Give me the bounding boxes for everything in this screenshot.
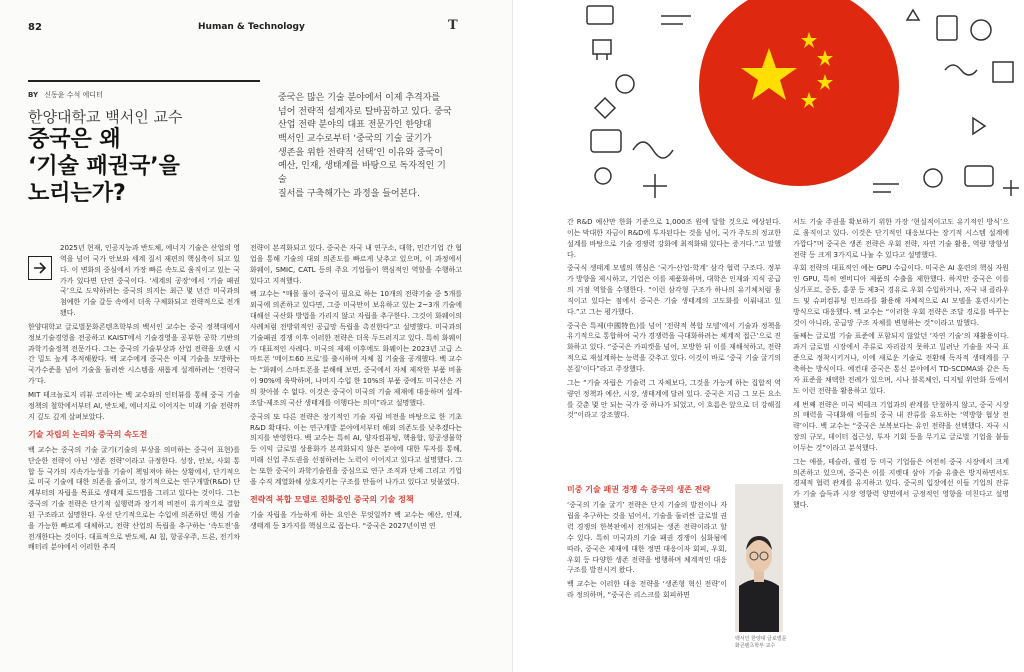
paragraph: 둘째는 글로벌 기술 표준에 포함되지 않았던 ‘자연 기술’의 재활용이다. 과거 글로벌 시장에서 주류로 자리잡지 못하고 밀려난 기술을 자국 표준으로 정착시키거나, 이에 새로운 기술로 전환해 독자적 생태계를 구축하는 방식이다. 예컨대 중국은 통신 분야에서 TD-SCDMA와 같은 독자 표준을 채택한 전례가 있으며, 시나 블록체인, 디지털 위안화 등에서도 이런 전략을 활용하고 있다.	[793, 332, 1009, 395]
standfirst-line: 생존을 위한 전략적 선택’인 이유와 중국이	[278, 147, 443, 158]
body-column-2	[250, 243, 462, 663]
paragraph: 백 교수는 이러한 대응 전략을 ‘생존형 혁신 전략’이라 정의하며, “중국은 리스크를 회피하면	[567, 580, 727, 600]
standfirst-line: 백서인 교수로부터 ‘중국의 기술 굴기가	[278, 134, 432, 145]
paragraph: ‘중국의 기술 굴기’ 전략은 단지 기술의 발전이나 자립을 추구하는 것을 넘어서, 기술을 둘러싼 글로벌 권력 경쟁의 한복판에서 전개되는 생존 전략이라고 할 수 있다. 특히 미국과의 기술 패권 경쟁이 심화됨에 따라, 중국은 제재에 대한 정면 대응이자 회피, 우회, 우회 등 다양한 생존 전략을 병행하며 체계적인 대응 구조를 발전시켜 왔다.	[567, 501, 727, 575]
standfirst-line: 넘어 전략적 설계자로 탈바꿈하고 있다. 중국	[278, 106, 452, 117]
paragraph: 중국은 특제(中國特色)를 넘어 ‘전략적 복합 모델’에서 기술과 정책을 유기적으로 통합하여 국가 경쟁력을 극대화하려는 체계적 접근’으로 진화하고 있다. “중국은 카피캣을 넘어, 모방한 뒤 이를 재해석하고, 전략적으로 재설계하는 능력을 갖추고 있다. 이것이 바로 ‘중국 기술 굴기의 본질’이다”라고 주장했다.	[567, 321, 781, 373]
subheading: 전략적 복합 모델로 진화중인 중국의 기술 정책	[250, 494, 414, 504]
headline-line: 중국은 왜	[28, 127, 121, 152]
paragraph: 전략이 본격화되고 있다. 중국은 자국 내 연구소, 대학, 민간기업 간 협업을 통해 기술의 대외 의존도를 빠르게 낮추고 있으며, 이 과정에서 화웨이, SMIC, CATL 등의 주요 기업들이 핵심적인 역할을 수행하고 있다고 지적했다.	[250, 244, 462, 285]
paragraph: 백 교수는 중국의 기술 굴기(기술의 부상을 의미하는 중국어 표현)를 단순한 전략이 아닌 ‘생존 전략’이라고 규정한다. 성장, 안보, 사회 통합 등 국가의 지속가능성을 기술이 책임져야 하는 상황에서, 단기적으로 미국 기술에 대한 의존을 줄이고, 장기적으로는 연구개발(R&D) 단계부터의 자립을 목표로 생태계 로드맵을 그리고 있다는 것이다. 그는 중국의 기술 전략은 단기적 실행력과 장기적 비전이 유기적으로 결합된 구조라고 설명한다. 우선 단기적으로는 수입에 의존하던 핵심 기술을 가능한 빠르게 대체하고, 전략 산업의 독립을 추구하는 ‘속도전’을 전개한다는 것이다. 대표적으로 반도체, AI 칩, 항공우주, 드론, 전기차 배터리 분야에서 이러한 추격	[28, 445, 240, 552]
standfirst-line: 중국은 많은 기술 분야에서 이제 추격자를	[278, 93, 441, 103]
section-title: Human & Technology	[198, 22, 305, 32]
body-column-1	[28, 243, 240, 663]
china-tech-illustration	[573, 0, 1024, 205]
body-column-3-lower	[567, 484, 727, 664]
body-column-4	[793, 217, 1009, 663]
byline-label: BY	[28, 91, 39, 99]
paragraph: 2025년 현재, 인공지능과 반도체, 에너지 기술은 산업의 영역을 넘어 국가 안보와 세계 질서 재편의 핵심축이 되고 있다. 이 변화의 중심에서 가장 빠른 속도로 움직이고 있는 국가가 있다면 단연 중국이다. ‘세계의 공장’에서 ‘기술 패권국’으로 도약하려는 중국의 의지는 최근 몇 년간 미국과의 첨예한 기술 갈등 속에서 더욱 구체화되고 전략적으로 전개됐다.	[60, 244, 240, 318]
paragraph: 기술 자립을 가능하게 하는 요인은 무엇일까? 백 교수는 예산, 인재, 생태계 등 3가지를 핵심으로 꼽는다. “중국은 2027년이면 연	[250, 510, 462, 530]
headline-line: 노리는가?	[28, 180, 126, 206]
magazine-logo: T	[448, 18, 458, 33]
portrait-photo	[735, 484, 783, 632]
paragraph: 중국의 또 다른 전략은 장기적인 기술 자립 비전을 바탕으로 한 기초 R&D 확대다. 이는 연구개발 분야에서부터 해외 의존도를 낮추겠다는 의지를 반영한다. 백 교수는 특히 AI, 양자컴퓨팅, 핵융합, 항공생물학 등 이익 글로벌 상용화가 본격화되지 않은 분야에 대한 투자를 통해, 미래 신업 주도권을 선점하려는 노력이 이어지고 있다고 설명했다. 그는 또한 중국이 과학기술원을 중심으로 연구 조직과 단체 그리고 기업을 수직 계열화해 상호지키는 구조를 만들어 나가고 있다고 덧붙였다.	[250, 412, 462, 486]
headline-line: ‘기술 패권국’을	[28, 153, 180, 179]
paragraph: 그는 애플, 테슬라, 퀄컴 등 미국 기업들은 여전히 중국 시장에서 크게 의존하고 있으며, 중국은 이를 지렛대 삼아 기술 유출은 방지하면서도 경제적 협력 관계를 유지하고 있다. 중국의 입장에선 이들 기업의 잔류가 기술 습득과 시장 영향력 양면에서 긍정적인 영향을 미친다고 설명했다.	[793, 457, 1009, 510]
standfirst-line: 산업 전략 분야의 대표 전문가인 한양대	[278, 120, 432, 131]
photo-caption: 백서인 한양대 글로벌문화콘텐츠학부 교수	[735, 636, 787, 649]
paragraph: 서도 기술 주권을 확보하기 위한 가장 ‘현실적이고도 유기적인 방식’으로 움직이고 있다. 이것은 단기적인 대응보다는 장기적 시스템 설계에 가깝다”며 중국은 생존 전략은 우회 전략, 자연 기술 활용, 역량 방향성 전략 등 크게 3가지로 나눌 수 있다고 설명했다.	[793, 218, 1009, 259]
standfirst-line: 질서를 구축해가는 과정을 들어본다.	[278, 188, 420, 199]
paragraph: 한양대학교 글로벌문화콘텐츠학부의 백서인 교수는 중국 정책대에서 정보기술경영을 전공하고 KAIST에서 기술경영을 공부한 공학 기반의 과학기술정책 전문가다. 그는 중국의 기술부상과 산업 전략을 오랜 시간 밀도 높게 추적해왔다. 백 교수에게 중국은 이제 기술을 모방하는 국가수준을 넘어 기술을 둘러싼 시스템을 새롭게 설계하려는 ‘전략국가’다.	[28, 322, 240, 386]
paragraph: 중국식 생태계 모델의 핵심은 ‘국가-산업-학계’ 삼각 협력 구조다. 정부가 방향을 제시하고, 기업은 이를 제품화하며, 대학은 인재와 지식 공급의 거점 역할을 수행한다. “이런 삼각형 구조가 하나의 유기체처럼 움직이고 있다는 점에서 중국은 기술 생태계의 고도화를 이뤄내고 있다.”고 그는 평가했다.	[567, 264, 781, 316]
paragraph: 백 교수는 “매몰 물이 중국이 필요로 하는 10개의 전략기술 중 5개를 외국에 의존하고 있다면, 그중 미국만이 보유하고 있는 2~3개 기술에 대해선 국산화 방법을 가리지 않고 자립을 추구한다. 그것이 화웨이의 사례처럼 전방위적인 공급망 독립을 촉진한다”고 설명했다. 미국과의 기술패권 경쟁 이후 이러한 전략은 더욱 두드러지고 있다. 특히 화웨이가 대표적인 사례다. 미국의 제재 이후에도 화웨이는 2023년 고급 스마트폰 ‘메이트60 프로’를 출시하며 자체 칩 기술을 공개했다. 백 교수는 “화웨이 스마트폰을 분해해 보면, 중국에서 자체 제작한 부품 비율이 90%에 육박하며, 나머지 수입 한 10%의 부품 중에도 미국산은 거의 찾아볼 수 없다. 이것은 중국이 미국의 기술 제재에 대응하며 설계-조달-제조의 국산 생태계를 이행다는 의미”라고 설명했다.	[250, 290, 462, 407]
standfirst	[278, 92, 454, 201]
paragraph: 간 R&D 예산만 한화 기준으로 1,000조 원에 달할 것으로 예상된다. 이는 막대한 자금이 R&D에 투자된다는 것을 넘어, 국가 주도의 정교한 설계를 바탕으로 기술 경쟁력 강화에 최적화돼 있다는 증거다.”고 말했다.	[567, 218, 781, 259]
paragraph: 세 번째 전략은 미국 빅테크 기업과의 관계를 단절하지 않고, 중국 시장의 매력을 극대화해 이들의 중국 내 잔류를 유도하는 ‘역방향 협상 전략’이다. 백 교수는 “중국은 보복보다는 유인 전략을 선택했다. 자국 시장의 규모, 데이터 접근성, 투자 기회 등을 무기로 글로벌 기업을 붙들어두는 것”이라고 분석했다.	[793, 400, 1009, 452]
headline-rule	[28, 80, 260, 82]
paragraph: 그는 “기술 자립은 기술력 그 자체보다, 그것을 가능케 하는 집합적 역량인 정책과 예산, 시장, 생태계에 달려 있다. 중국은 지금 그 모든 요소를 갖춘 몇 안 되는 국가 중 하나가 되었고, 이 흐름은 앞으로 더 강해질 것”이라고 강조했다.	[567, 378, 781, 420]
article-kicker: 한양대학교 백서인 교수	[28, 108, 183, 126]
page-number: 82	[28, 22, 42, 33]
article-headline	[28, 127, 268, 207]
paragraph: MIT 테크놀로지 리뷰 코리아는 백 교수와의 인터뷰를 통해 중국 기술 정책의 철학에서부터 AI, 반도체, 에너지로 이어지는 미래 기술 전략까지 깊도 깊게 살펴보았다.	[28, 390, 240, 421]
paragraph: 우회 전략의 대표적인 예는 GPU 수급이다. 미국은 AI 훈련의 핵심 자원인 GPU, 특히 엔비디아 제품의 수출을 제한했다. 하지만 중국은 이를 싱가포르, 중동, 홍콩 등 제3국 경유로 우회 수입하거나, 자국 내 클라우드 및 슈퍼컴퓨팅 인프라를 활용해 자체적으로 AI 모델을 훈련시키는 방식으로 대응했다. 백 교수는 “이러한 우회 전략은 조달 경로를 바꾸는 것이 아니라, 공급망 구조 자체를 변형하는 것”이라고 말했다.	[793, 264, 1009, 327]
standfirst-line: 예산, 인재, 생태계를 바탕으로 독자적인 기술	[278, 161, 446, 186]
byline-author: 신동윤 수석 에디터	[44, 91, 103, 99]
subheading: 기술 자립의 논리와 중국의 속도전	[28, 429, 148, 439]
subheading: 미중 기술 패권 경쟁 속 중국의 생존 전략	[567, 485, 711, 494]
right-page	[512, 0, 1024, 672]
byline	[28, 90, 103, 100]
